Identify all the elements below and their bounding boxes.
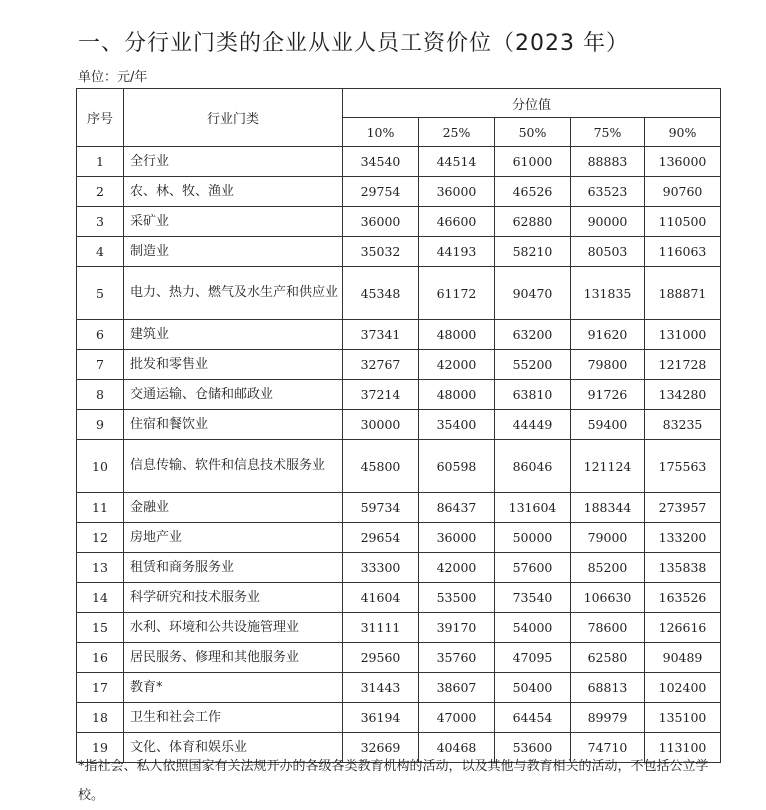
table-row <box>77 553 721 583</box>
row-value: 62880 <box>495 207 571 237</box>
row-value: 40468 <box>419 733 495 763</box>
row-value: 68813 <box>571 673 645 703</box>
row-value: 73540 <box>495 583 571 613</box>
row-value: 48000 <box>419 320 495 350</box>
row-value: 63200 <box>495 320 571 350</box>
row-industry: 科学研究和技术服务业 <box>124 583 343 613</box>
row-seq: 3 <box>77 207 124 237</box>
row-seq: 12 <box>77 523 124 553</box>
header-percentile-group: 分位值 <box>343 89 721 118</box>
row-industry: 租赁和商务服务业 <box>124 553 343 583</box>
row-value: 45800 <box>343 440 419 493</box>
row-seq: 16 <box>77 643 124 673</box>
row-value: 113100 <box>645 733 721 763</box>
row-value: 53600 <box>495 733 571 763</box>
row-seq: 9 <box>77 410 124 440</box>
row-value: 45348 <box>343 267 419 320</box>
row-value: 79800 <box>571 350 645 380</box>
row-value: 36000 <box>419 523 495 553</box>
row-value: 35032 <box>343 237 419 267</box>
row-seq: 2 <box>77 177 124 207</box>
row-value: 91726 <box>571 380 645 410</box>
row-industry: 批发和零售业 <box>124 350 343 380</box>
row-value: 44449 <box>495 410 571 440</box>
row-value: 175563 <box>645 440 721 493</box>
row-value: 86046 <box>495 440 571 493</box>
footnote: *指社会、私人依照国家有关法规开办的各级各类教育机构的活动，以及其他与教育相关的活动，不包括公立学校。 <box>78 759 709 803</box>
row-industry: 全行业 <box>124 147 343 177</box>
row-industry: 教育* <box>124 673 343 703</box>
row-seq: 1 <box>77 147 124 177</box>
row-value: 74710 <box>571 733 645 763</box>
row-value: 116063 <box>645 237 721 267</box>
row-value: 131835 <box>571 267 645 320</box>
row-value: 54000 <box>495 613 571 643</box>
row-value: 31111 <box>343 613 419 643</box>
row-value: 42000 <box>419 553 495 583</box>
row-value: 46526 <box>495 177 571 207</box>
header-p25: 25% <box>419 118 495 147</box>
row-value: 134280 <box>645 380 721 410</box>
row-value: 90000 <box>571 207 645 237</box>
header-seq: 序号 <box>77 89 124 147</box>
row-industry: 农、林、牧、渔业 <box>124 177 343 207</box>
row-value: 47000 <box>419 703 495 733</box>
row-industry: 采矿业 <box>124 207 343 237</box>
row-value: 36000 <box>419 177 495 207</box>
row-value: 135100 <box>645 703 721 733</box>
table-row <box>77 440 721 493</box>
row-value: 33300 <box>343 553 419 583</box>
page-title: 一、分行业门类的企业从业人员工资价位（2023 年） <box>78 31 629 56</box>
row-value: 136000 <box>645 147 721 177</box>
row-industry: 建筑业 <box>124 320 343 350</box>
row-seq: 14 <box>77 583 124 613</box>
row-value: 133200 <box>645 523 721 553</box>
row-industry: 交通运输、仓储和邮政业 <box>124 380 343 410</box>
row-value: 48000 <box>419 380 495 410</box>
row-value: 131604 <box>495 493 571 523</box>
row-value: 83235 <box>645 410 721 440</box>
row-value: 37214 <box>343 380 419 410</box>
row-value: 29754 <box>343 177 419 207</box>
row-value: 188871 <box>645 267 721 320</box>
row-value: 85200 <box>571 553 645 583</box>
row-industry: 水利、环境和公共设施管理业 <box>124 613 343 643</box>
row-value: 135838 <box>645 553 721 583</box>
row-value: 106630 <box>571 583 645 613</box>
row-value: 90470 <box>495 267 571 320</box>
table-row <box>77 523 721 553</box>
row-value: 126616 <box>645 613 721 643</box>
table-row <box>77 147 721 177</box>
row-value: 50400 <box>495 673 571 703</box>
unit-label: 单位：元/年 <box>78 70 148 85</box>
row-industry: 制造业 <box>124 237 343 267</box>
header-p75: 75% <box>571 118 645 147</box>
row-industry: 卫生和社会工作 <box>124 703 343 733</box>
row-seq: 18 <box>77 703 124 733</box>
row-value: 60598 <box>419 440 495 493</box>
row-value: 63523 <box>571 177 645 207</box>
header-p50: 50% <box>495 118 571 147</box>
row-value: 86437 <box>419 493 495 523</box>
row-value: 37341 <box>343 320 419 350</box>
table-row <box>77 237 721 267</box>
row-value: 44193 <box>419 237 495 267</box>
row-value: 36000 <box>343 207 419 237</box>
row-value: 30000 <box>343 410 419 440</box>
row-seq: 15 <box>77 613 124 643</box>
table-row <box>77 350 721 380</box>
row-value: 44514 <box>419 147 495 177</box>
row-seq: 17 <box>77 673 124 703</box>
header-p10: 10% <box>343 118 419 147</box>
row-value: 102400 <box>645 673 721 703</box>
row-value: 90489 <box>645 643 721 673</box>
row-value: 59734 <box>343 493 419 523</box>
table-row <box>77 380 721 410</box>
row-seq: 19 <box>77 733 124 763</box>
row-seq: 4 <box>77 237 124 267</box>
table-row <box>77 703 721 733</box>
table-row <box>77 613 721 643</box>
row-value: 42000 <box>419 350 495 380</box>
row-value: 110500 <box>645 207 721 237</box>
table-row <box>77 643 721 673</box>
table-row <box>77 583 721 613</box>
table-row <box>77 673 721 703</box>
table-row <box>77 493 721 523</box>
row-value: 57600 <box>495 553 571 583</box>
row-value: 131000 <box>645 320 721 350</box>
table-row <box>77 410 721 440</box>
row-value: 63810 <box>495 380 571 410</box>
row-seq: 10 <box>77 440 124 493</box>
row-value: 41604 <box>343 583 419 613</box>
row-value: 38607 <box>419 673 495 703</box>
table-row <box>77 177 721 207</box>
row-value: 188344 <box>571 493 645 523</box>
row-value: 91620 <box>571 320 645 350</box>
row-value: 58210 <box>495 237 571 267</box>
row-value: 29560 <box>343 643 419 673</box>
row-value: 62580 <box>571 643 645 673</box>
row-value: 121728 <box>645 350 721 380</box>
row-value: 55200 <box>495 350 571 380</box>
row-value: 163526 <box>645 583 721 613</box>
row-value: 35400 <box>419 410 495 440</box>
row-value: 64454 <box>495 703 571 733</box>
row-value: 121124 <box>571 440 645 493</box>
table-row <box>77 267 721 320</box>
row-value: 36194 <box>343 703 419 733</box>
row-industry: 房地产业 <box>124 523 343 553</box>
row-value: 78600 <box>571 613 645 643</box>
row-industry: 电力、热力、燃气及水生产和供应业 <box>124 267 343 320</box>
row-value: 61172 <box>419 267 495 320</box>
row-seq: 11 <box>77 493 124 523</box>
row-value: 35760 <box>419 643 495 673</box>
wage-table <box>76 88 721 763</box>
row-value: 46600 <box>419 207 495 237</box>
row-value: 90760 <box>645 177 721 207</box>
header-p90: 90% <box>645 118 721 147</box>
row-seq: 7 <box>77 350 124 380</box>
row-value: 61000 <box>495 147 571 177</box>
table-row <box>77 207 721 237</box>
row-industry: 居民服务、修理和其他服务业 <box>124 643 343 673</box>
row-seq: 13 <box>77 553 124 583</box>
row-value: 34540 <box>343 147 419 177</box>
row-value: 32669 <box>343 733 419 763</box>
row-seq: 5 <box>77 267 124 320</box>
table-row <box>77 320 721 350</box>
row-industry: 住宿和餐饮业 <box>124 410 343 440</box>
row-value: 273957 <box>645 493 721 523</box>
row-value: 32767 <box>343 350 419 380</box>
row-seq: 6 <box>77 320 124 350</box>
row-value: 89979 <box>571 703 645 733</box>
row-value: 29654 <box>343 523 419 553</box>
header-industry: 行业门类 <box>124 89 343 147</box>
row-industry: 信息传输、软件和信息技术服务业 <box>124 440 343 493</box>
row-value: 39170 <box>419 613 495 643</box>
row-value: 79000 <box>571 523 645 553</box>
row-value: 50000 <box>495 523 571 553</box>
row-industry: 金融业 <box>124 493 343 523</box>
row-value: 31443 <box>343 673 419 703</box>
row-value: 59400 <box>571 410 645 440</box>
row-value: 47095 <box>495 643 571 673</box>
row-value: 88883 <box>571 147 645 177</box>
row-industry: 文化、体育和娱乐业 <box>124 733 343 763</box>
row-seq: 8 <box>77 380 124 410</box>
row-value: 80503 <box>571 237 645 267</box>
row-value: 53500 <box>419 583 495 613</box>
